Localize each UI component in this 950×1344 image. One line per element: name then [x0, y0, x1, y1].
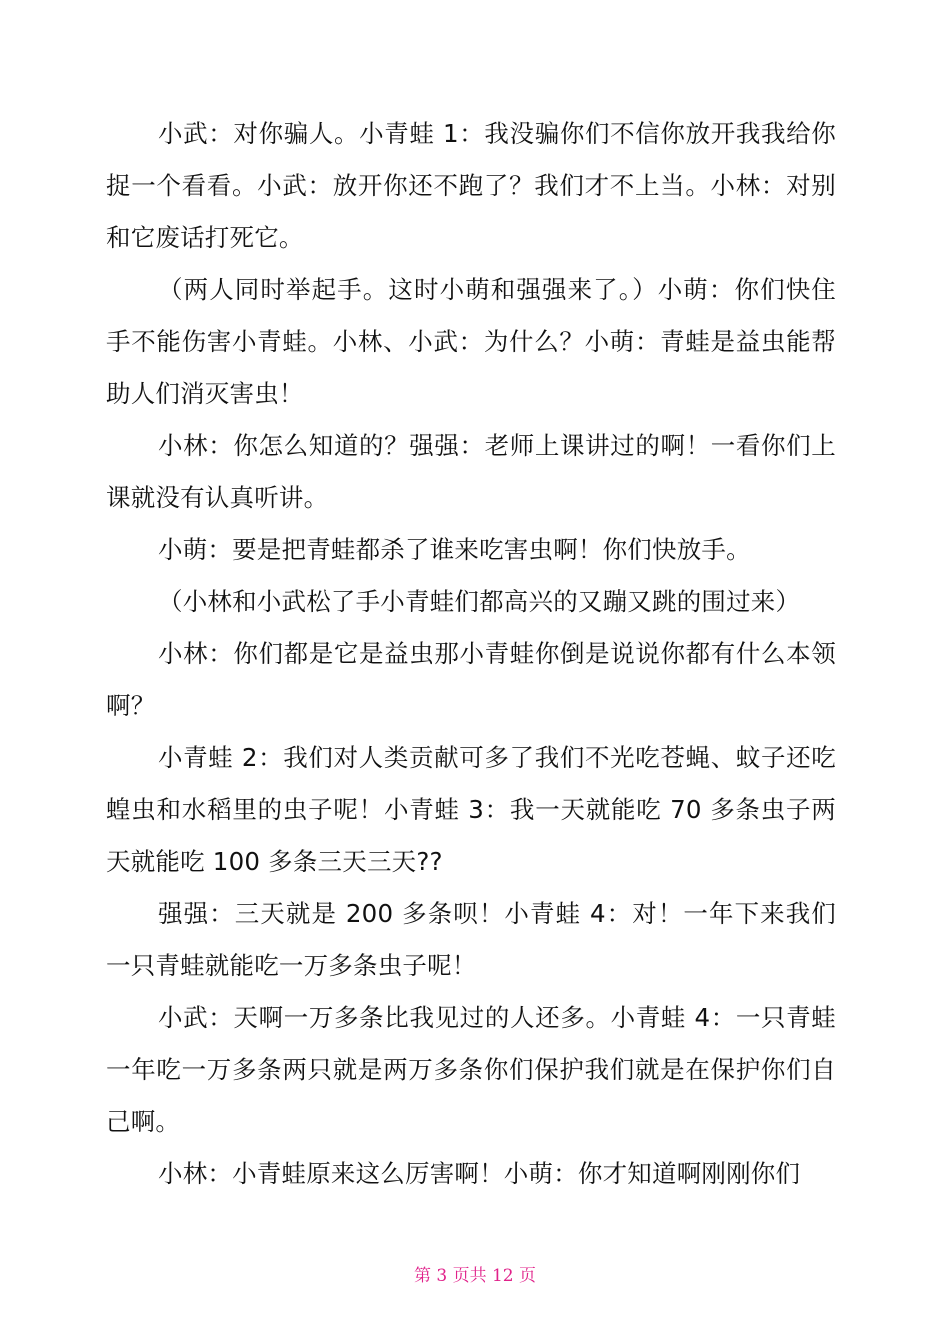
- paragraph: 强强：三天就是 200 多条呗！小青蛙 4：对！一年下来我们一只青蛙就能吃一万多条虫子呢！: [106, 899, 836, 980]
- paragraph: （两人同时举起手。这时小萌和强强来了。）小萌：你们快住手不能伤害小青蛙。小林、小武：为什么？小萌：青蛙是益虫能帮助人们消灭害虫！: [106, 275, 836, 408]
- paragraph: 小武：天啊一万多条比我见过的人还多。小青蛙 4：一只青蛙一年吃一万多条两只就是两万多条你们保护我们就是在保护你们自己啊。: [106, 1003, 836, 1136]
- paragraph: 小林：小青蛙原来这么厉害啊！小萌：你才知道啊刚刚你们: [158, 1159, 801, 1188]
- paragraph: 小青蛙 2：我们对人类贡献可多了我们不光吃苍蝇、蚊子还吃蝗虫和水稻里的虫子呢！小青蛙 3：我一天就能吃 70 多条虫子两天就能吃 100 多条三天三天??: [106, 743, 836, 876]
- paragraph: （小林和小武松了手小青蛙们都高兴的又蹦又跳的围过来）: [158, 587, 801, 616]
- document-body: [106, 108, 836, 1200]
- paragraph: 小林：你们都是它是益虫那小青蛙你倒是说说你都有什么本领啊？: [106, 639, 836, 720]
- paragraph: 小林：你怎么知道的？强强：老师上课讲过的啊！一看你们上课就没有认真听讲。: [106, 431, 836, 512]
- paragraph: 小萌：要是把青蛙都杀了谁来吃害虫啊！你们快放手。: [158, 535, 751, 564]
- paragraph: 小武：对你骗人。小青蛙 1：我没骗你们不信你放开我我给你捉一个看看。小武：放开你还不跑了？我们才不上当。小林：对别和它废话打死它。: [106, 119, 836, 252]
- page-number-footer: 第 3 页共 12 页: [413, 1266, 537, 1286]
